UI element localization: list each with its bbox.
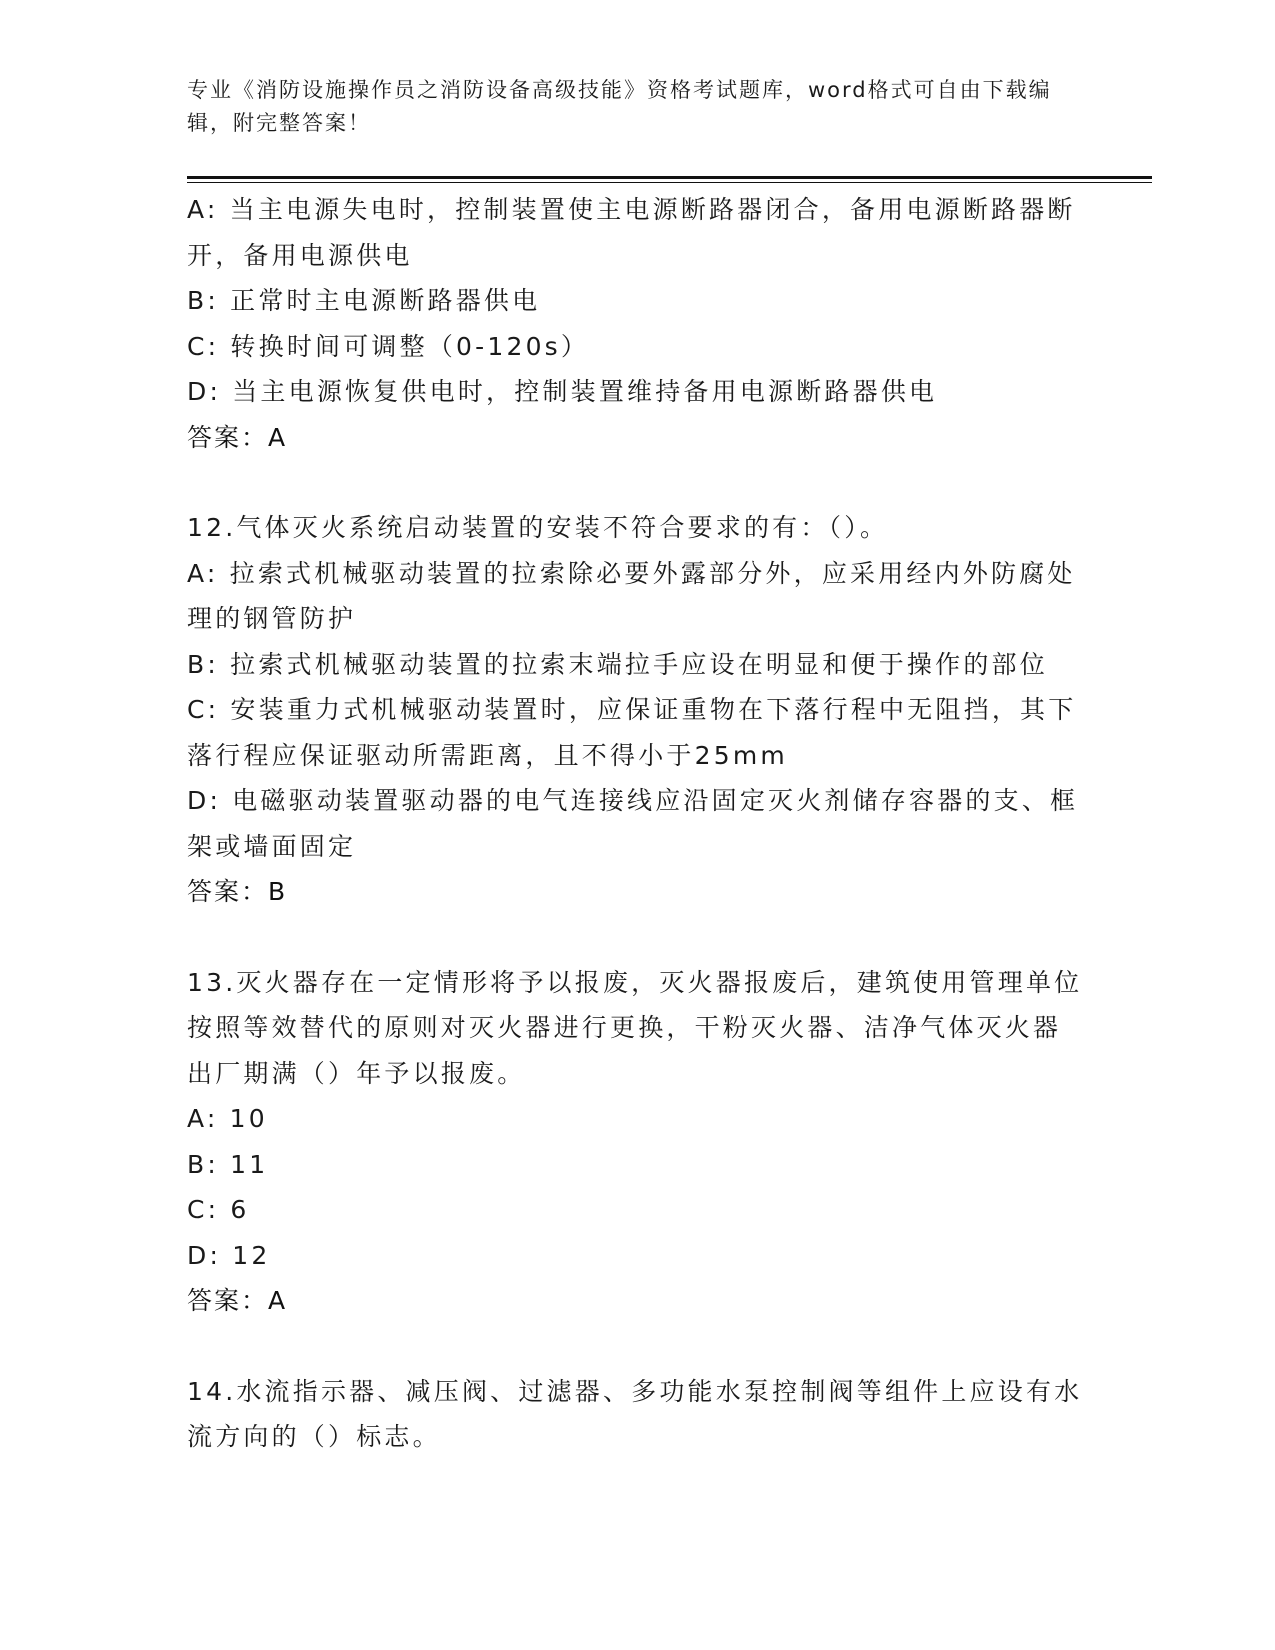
question-14	[187, 1369, 1087, 1460]
question-stem: 13.灭火器存在一定情形将予以报废，灭火器报废后，建筑使用管理单位按照等效替代的原则对灭火器进行更换，干粉灭火器、洁净气体灭火器出厂期满（）年予以报废。	[187, 967, 1083, 1088]
option-c: C: 6	[187, 1195, 250, 1224]
answer-label: 答案：A	[187, 1286, 288, 1315]
header-rule-thin	[187, 182, 1152, 183]
question-12	[187, 505, 1087, 915]
answer-label: 答案：B	[187, 877, 288, 906]
question-13	[187, 960, 1087, 1324]
spacer	[187, 460, 1087, 505]
document-body	[187, 187, 1087, 1460]
option-a: A: 拉索式机械驱动装置的拉索除必要外露部分外，应采用经内外防腐处理的钢管防护	[187, 558, 1076, 633]
option-b: B: 拉索式机械驱动装置的拉索末端拉手应设在明显和便于操作的部位	[187, 649, 1048, 679]
question-stem: 12.气体灭火系统启动装置的安装不符合要求的有：（）。	[187, 513, 889, 542]
option-b: B: 正常时主电源断路器供电	[187, 286, 541, 315]
answer-label: 答案：A	[187, 422, 288, 452]
question-11-continued	[187, 187, 1087, 460]
question-stem: 14.水流指示器、减压阀、过滤器、多功能水泵控制阀等组件上应设有水流方向的（）标志。	[187, 1376, 1083, 1451]
option-c: C: 转换时间可调整（0-120s）	[187, 331, 590, 361]
header-rule-thick	[187, 176, 1152, 179]
option-d: D: 电磁驱动装置驱动器的电气连接线应沿固定灭火剂储存容器的支、框架或墙面固定	[187, 786, 1079, 861]
spacer	[187, 1324, 1087, 1369]
option-d: D: 12	[187, 1240, 271, 1270]
option-b: B: 11	[187, 1149, 269, 1179]
option-d: D: 当主电源恢复供电时，控制装置维持备用电源断路器供电	[187, 377, 938, 406]
document-header: 专业《消防设施操作员之消防设备高级技能》资格考试题库，word格式可自由下载编辑，附完整答案！	[187, 78, 1052, 135]
option-a: A: 10	[187, 1104, 268, 1133]
option-a: A: 当主电源失电时，控制装置使主电源断路器闭合，备用电源断路器断开，备用电源供电	[187, 195, 1076, 270]
spacer	[187, 915, 1087, 960]
option-c: C: 安装重力式机械驱动装置时，应保证重物在下落行程中无阻挡，其下落行程应保证驱动所需距离，且不得小于25mm	[187, 695, 1077, 770]
